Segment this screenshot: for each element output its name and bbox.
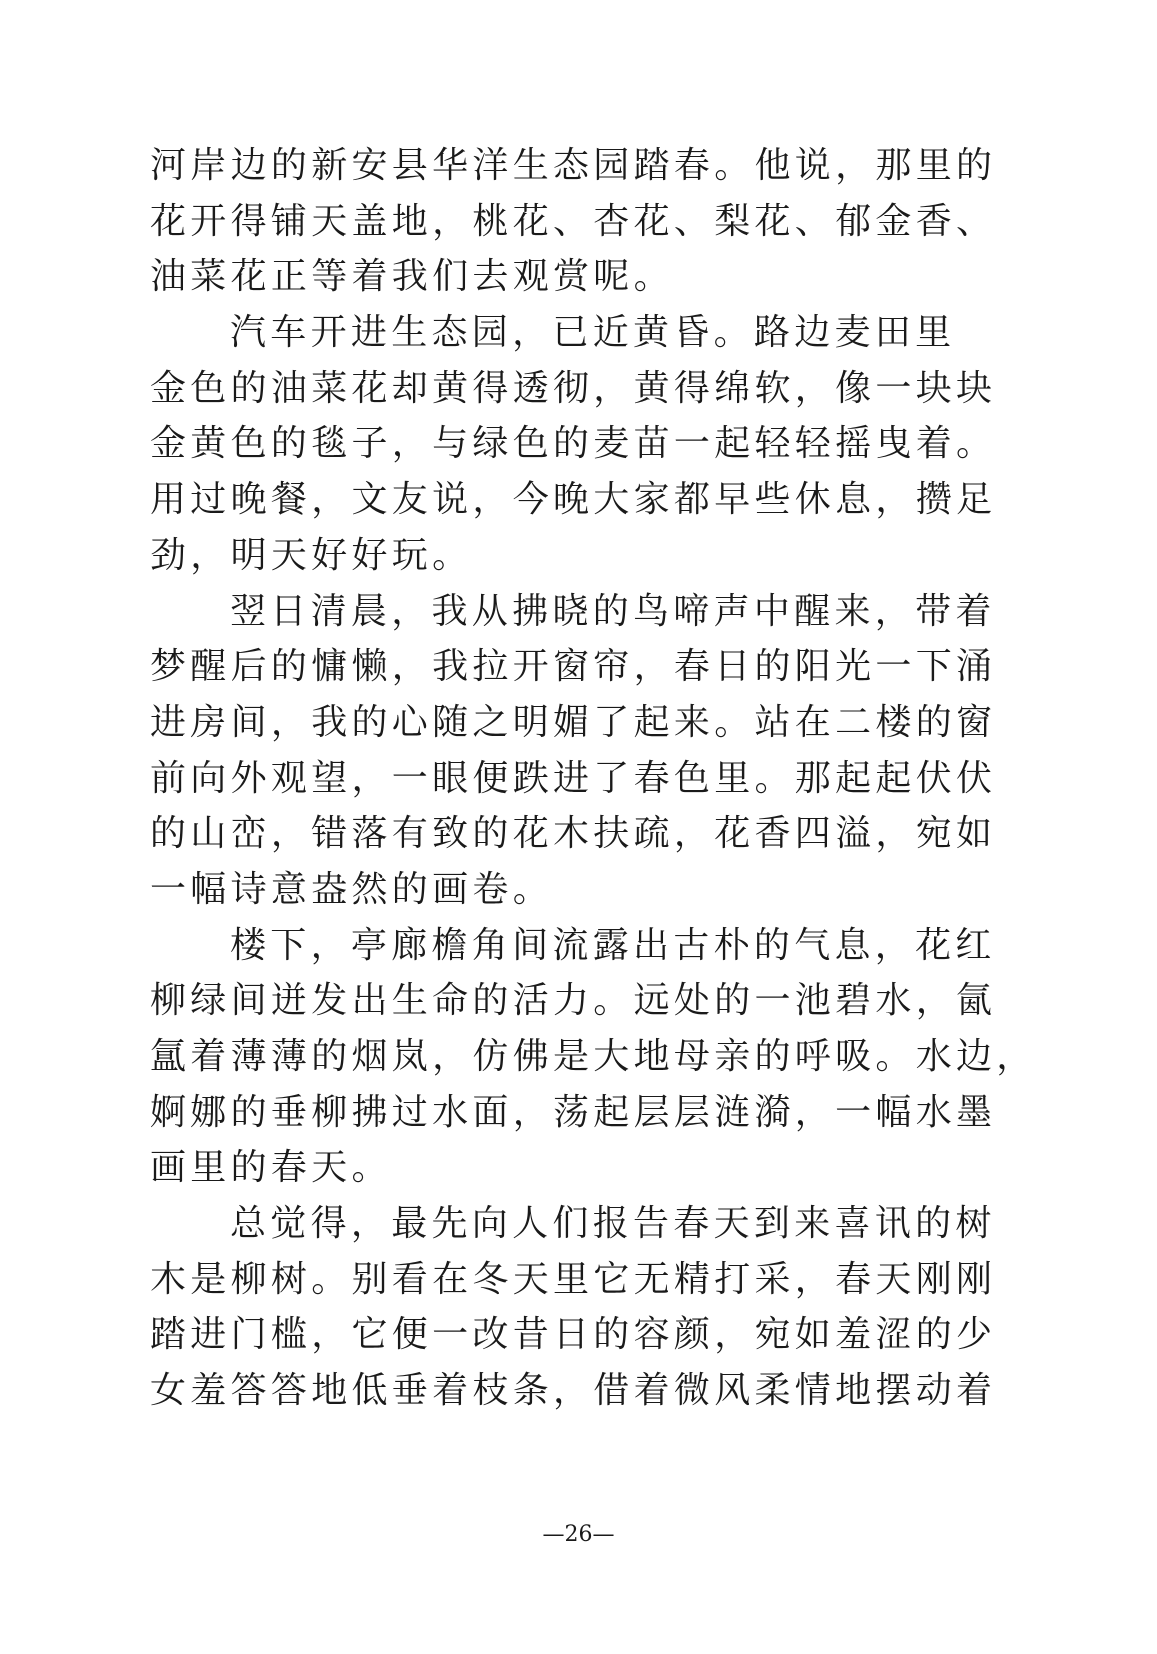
document-body [150, 138, 1037, 1419]
page-number: —26— [542, 1522, 615, 1547]
text-line: 前向外观望，一眼便跌进了春色里。那起起伏伏 [150, 757, 997, 799]
text-line: 氲着薄薄的烟岚，仿佛是大地母亲的呼吸。水边， [150, 1036, 1037, 1077]
text-line: 一幅诗意盎然的画卷。 [150, 868, 554, 910]
text-line: 柳绿间迸发出生命的活力。远处的一池碧水，氤 [150, 980, 997, 1022]
text-line: 花开得铺天盖地，桃花、杏花、梨花、郁金香、 [150, 200, 997, 242]
paragraph-start-line: 汽车开进生态园，已近黄昏。路边麦田里 [230, 312, 956, 354]
paragraph-start-line: 总觉得，最先向人们报告春天到来喜讯的树 [230, 1203, 996, 1245]
text-line: 女羞答答地低垂着枝条，借着微风柔情地摆动着 [150, 1370, 997, 1412]
text-line: 画里的春天。 [150, 1147, 392, 1189]
paragraph-start-line: 翌日清晨，我从拂晓的鸟啼声中醒来，带着 [230, 590, 996, 632]
text-line: 金黄色的毯子，与绿色的麦苗一起轻轻摇曳着。 [150, 423, 997, 465]
text-line: 木是柳树。别看在冬天里它无精打采，春天刚刚 [150, 1258, 997, 1300]
text-line: 金色的油菜花却黄得透彻，黄得绵软，像一块块 [150, 367, 997, 409]
text-line: 河岸边的新安县华洋生态园踏春。他说，那里的 [150, 145, 997, 186]
paragraph-start-line: 楼下，亭廊檐角间流露出古朴的气息，花红 [230, 924, 996, 966]
text-line: 婀娜的垂柳拂过水面，荡起层层涟漪，一幅水墨 [150, 1091, 997, 1133]
text-line: 进房间，我的心随之明媚了起来。站在二楼的窗 [150, 701, 997, 743]
text-line: 梦醒后的慵懒，我拉开窗帘，春日的阳光一下涌 [150, 646, 997, 688]
text-line: 的山峦，错落有致的花木扶疏，花香四溢，宛如 [150, 813, 997, 855]
text-line: 油菜花正等着我们去观赏呢。 [150, 256, 674, 298]
text-line: 劲，明天好好玩。 [150, 534, 473, 576]
text-line: 踏进门槛，它便一改昔日的容颜，宛如羞涩的少 [150, 1314, 997, 1356]
text-line: 用过晚餐，文友说，今晚大家都早些休息，攒足 [150, 479, 997, 521]
